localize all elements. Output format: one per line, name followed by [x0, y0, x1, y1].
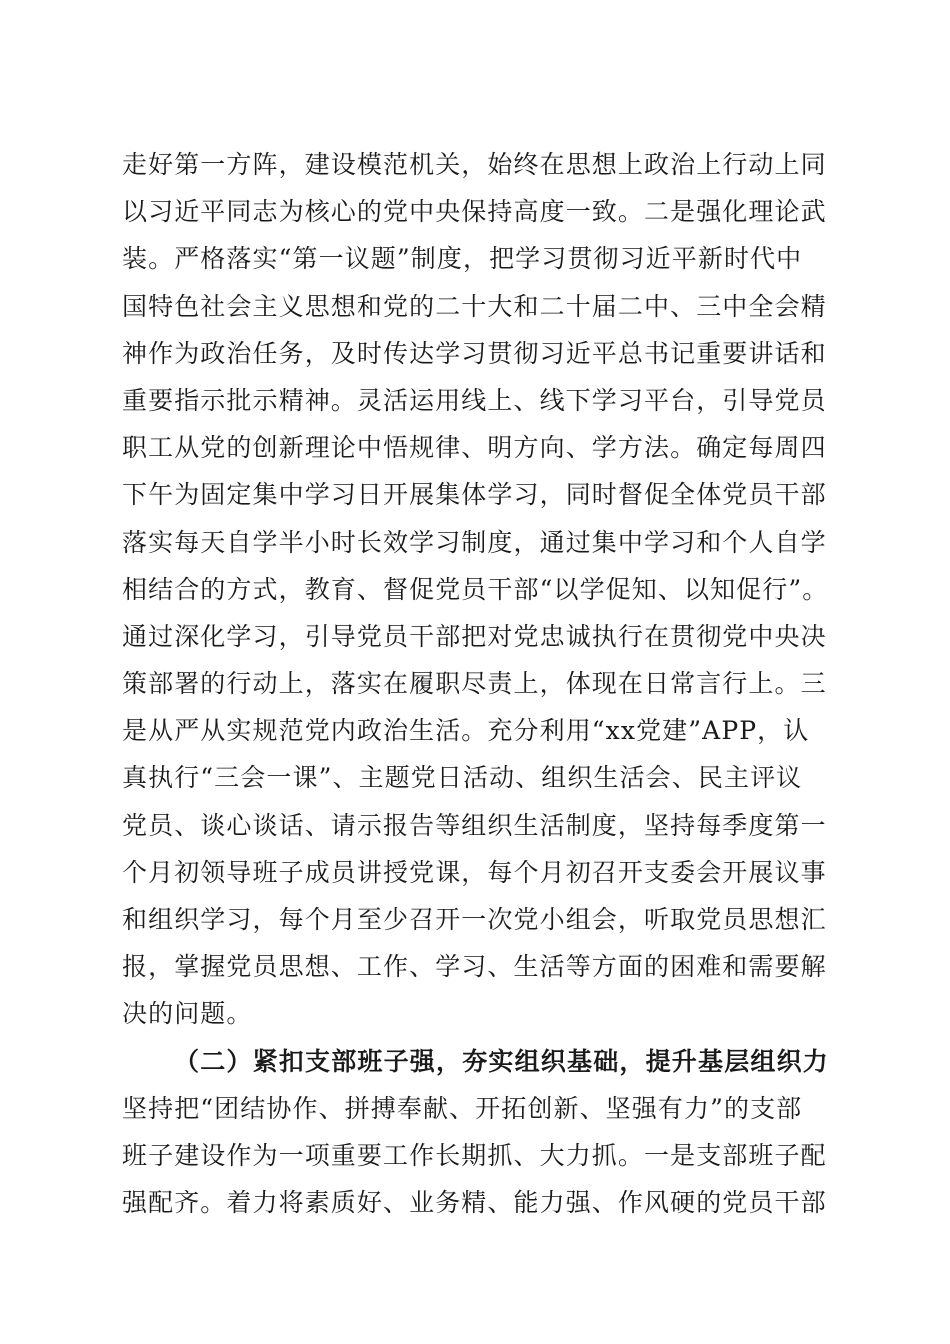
text-line: 报，掌握党员思想、工作、学习、生活等方面的困难和需要解 — [122, 952, 827, 982]
text-line: 下午为固定集中学习日开展集体学习，同时督促全体党员干部 — [122, 480, 827, 510]
text-line: 通过深化学习，引导党员干部把对党忠诚执行在贯彻党中央决 — [122, 621, 827, 651]
text-line: 相结合的方式，教育、督促党员干部“以学促知、以知促行”。 — [122, 574, 829, 604]
text-line: 装。严格落实“第一议题”制度，把学习贯彻习近平新时代中 — [122, 244, 803, 274]
text-line: 策部署的行动上，落实在履职尽责上，体现在日常言行上。三 — [122, 669, 827, 699]
text-line: 国特色社会主义思想和党的二十大和二十届二中、三中全会精 — [122, 291, 827, 321]
text-line: 决的问题。 — [122, 999, 253, 1029]
text-line: 强配齐。着力将素质好、业务精、能力强、作风硬的党员干部 — [122, 1188, 827, 1218]
text-line: 个月初领导班子成员讲授党课，每个月初召开支委会开展议事 — [122, 857, 827, 887]
text-line: 是从严从实规范党内政治生活。充分利用“xx党建”APP，认 — [122, 716, 810, 746]
text-line: 和组织学习，每个月至少召开一次党小组会，听取党员思想汇 — [122, 905, 827, 934]
text-line: 班子建设作为一项重要工作长期抓、大力抓。一是支部班子配 — [122, 1140, 827, 1170]
text-line: 真执行“三会一课”、主题党日活动、组织生活会、民主评议 — [122, 763, 803, 793]
text-line: 神作为政治任务，及时传达学习贯彻习近平总书记重要讲话和 — [122, 338, 827, 368]
text-line: 落实每天自学半小时长效学习制度，通过集中学习和个人自学 — [122, 527, 827, 557]
text-line: 党员、谈心谈话、请示报告等组织生活制度，坚持每季度第一 — [122, 810, 827, 840]
section-heading: （二）紧扣支部班子强，夯实组织基础，提升基层组织力 — [174, 1046, 830, 1076]
text-line: 职工从党的创新理论中悟规律、明方向、学方法。确定每周四 — [122, 433, 827, 463]
text-line: 以习近平同志为核心的党中央保持高度一致。二是强化理论武 — [122, 197, 827, 227]
body-text — [122, 141, 842, 1226]
text-line: 走好第一方阵，建设模范机关，始终在思想上政治上行动上同 — [122, 150, 827, 179]
text-line: 重要指示批示精神。灵活运用线上、线下学习平台，引导党员 — [122, 385, 827, 415]
text-line: 坚持把“团结协作、拼搏奉献、开拓创新、坚强有力”的支部 — [122, 1093, 803, 1123]
